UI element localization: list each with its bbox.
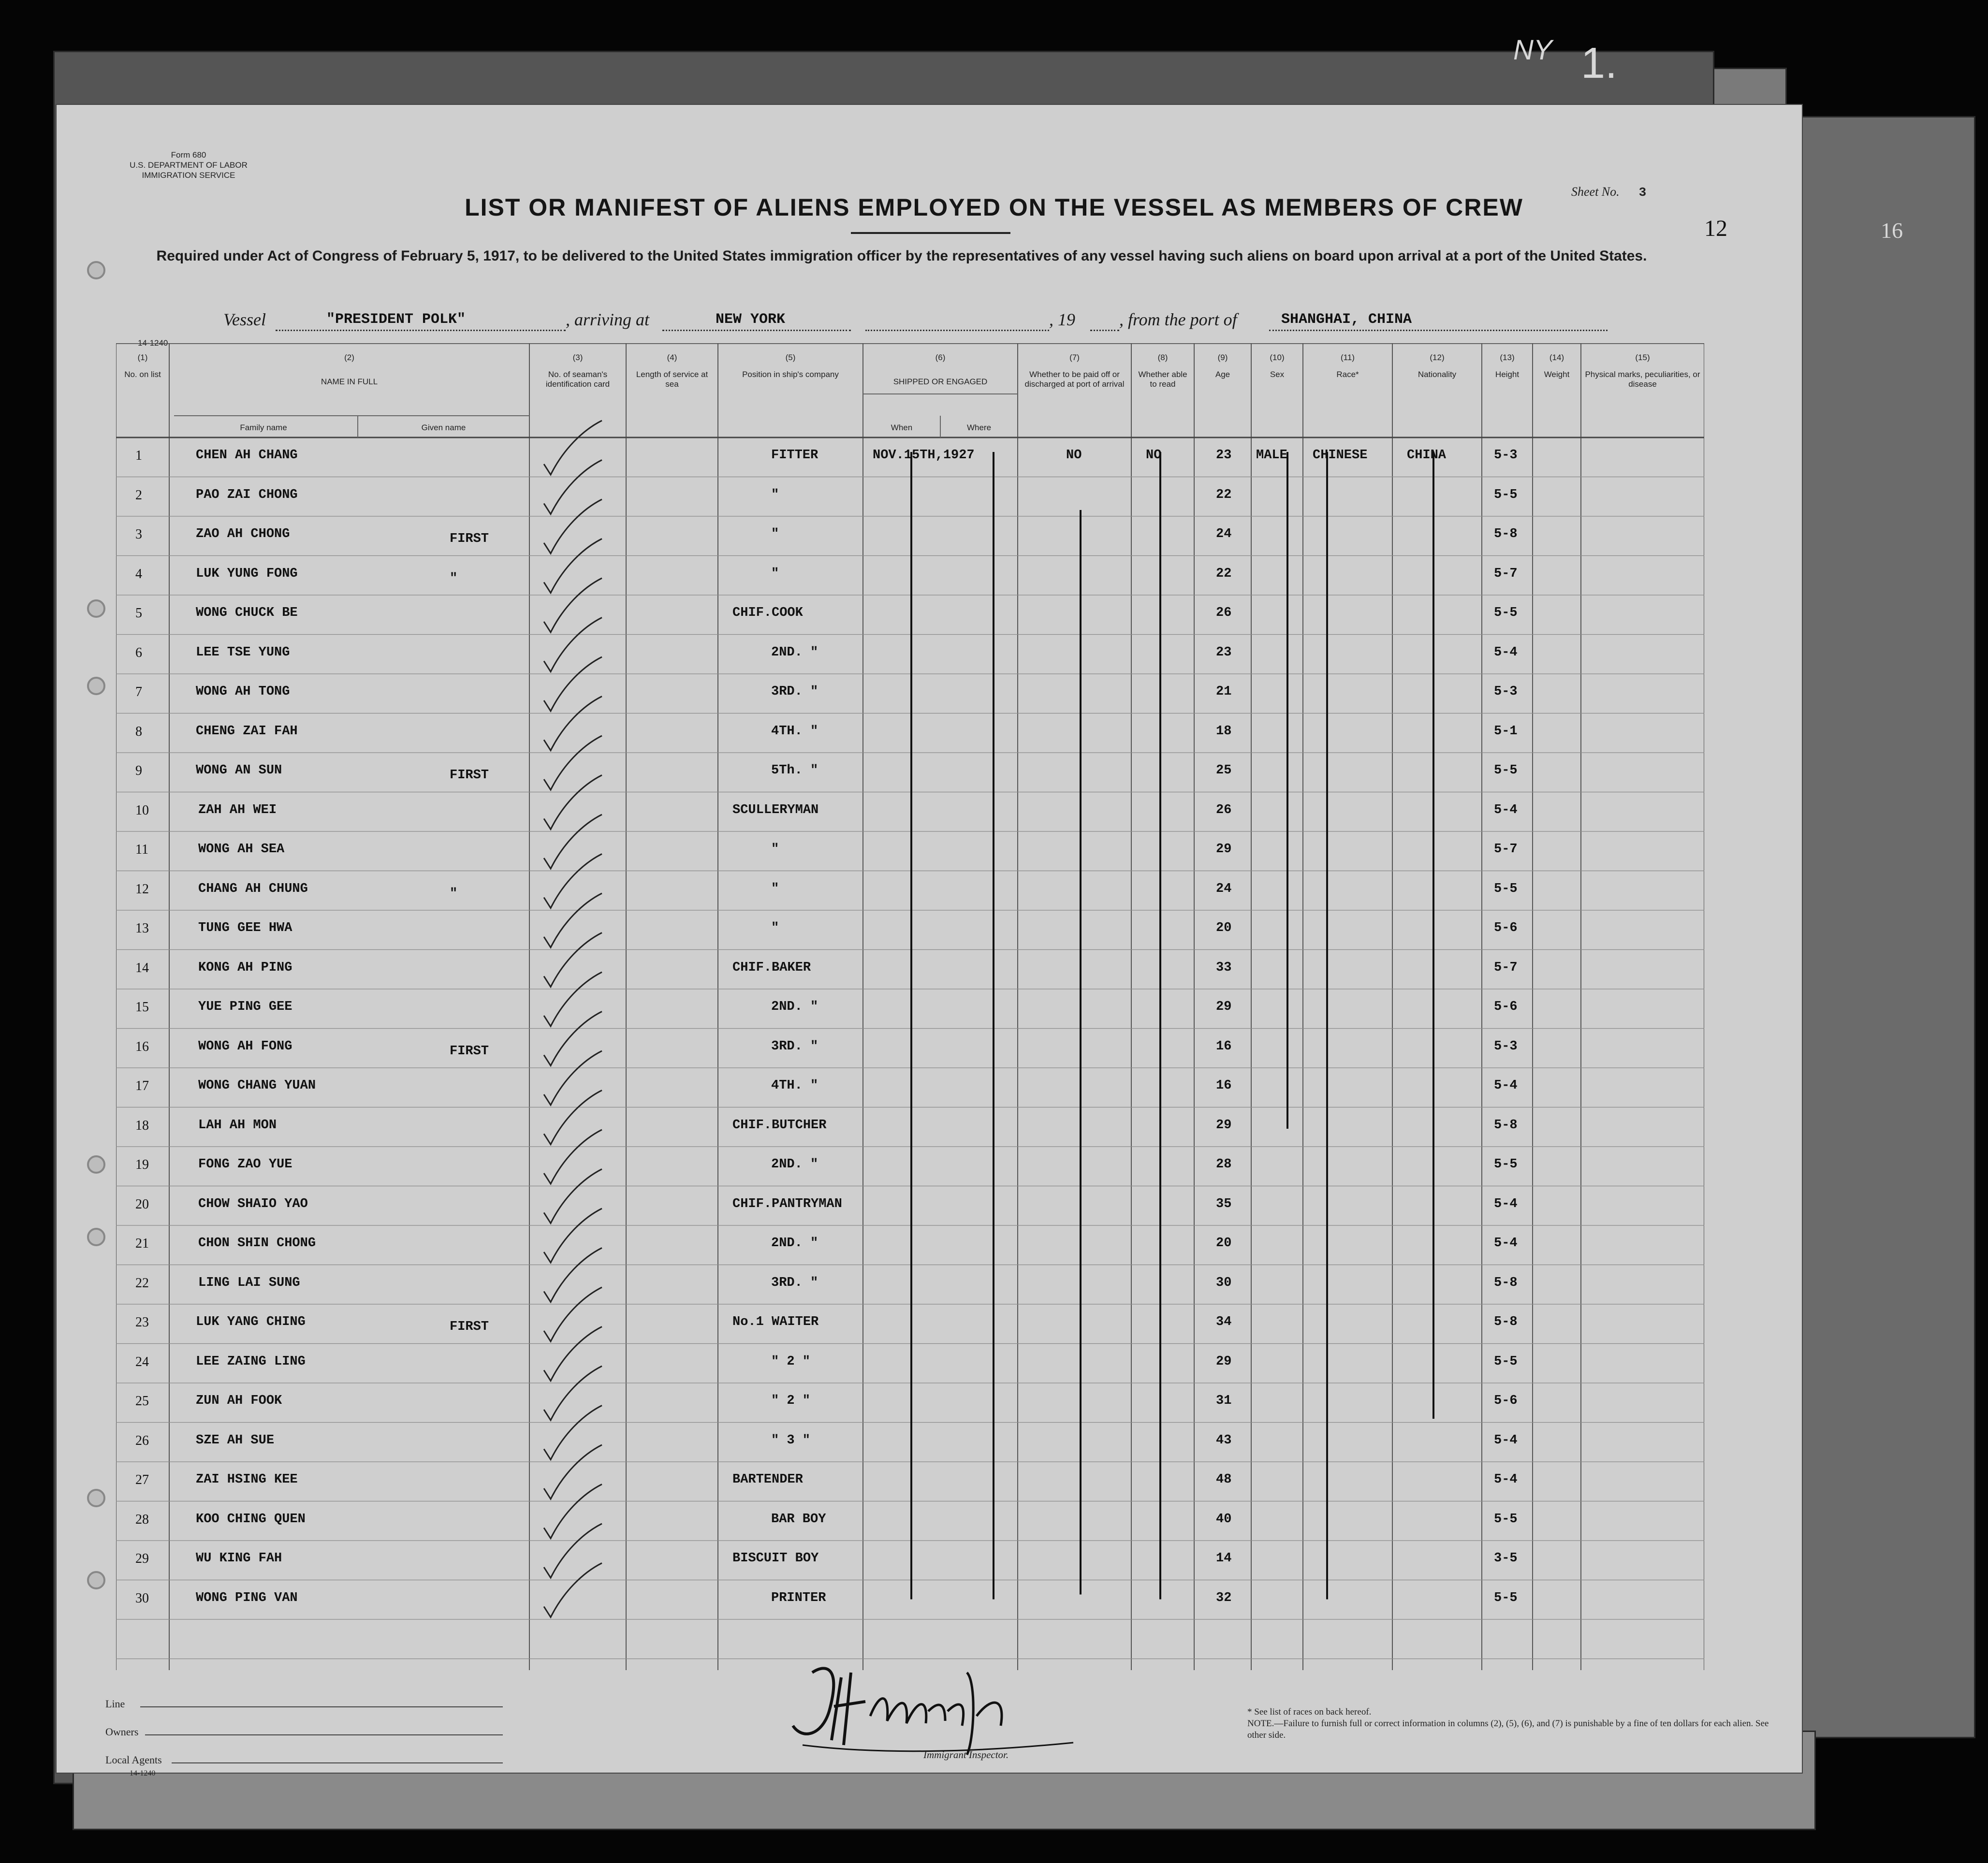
height: 5-4 — [1494, 1472, 1518, 1487]
age: 16 — [1216, 1039, 1232, 1054]
given-name: " — [450, 886, 458, 901]
check-mark — [544, 578, 602, 632]
check-mark — [544, 460, 602, 514]
row-number: 21 — [135, 1236, 149, 1251]
row-number: 1 — [135, 448, 142, 463]
height: 5-5 — [1494, 881, 1518, 896]
family-name: WONG PING VAN — [196, 1590, 298, 1605]
age: 30 — [1216, 1275, 1232, 1290]
position: CHIF.COOK — [732, 606, 803, 620]
position: 2ND. " — [771, 1157, 819, 1172]
arriving-label: , arriving at — [566, 310, 650, 329]
height: 5-6 — [1494, 921, 1518, 935]
height: 5-5 — [1494, 487, 1518, 502]
check-mark — [544, 657, 602, 711]
height: 5-5 — [1494, 1157, 1518, 1172]
binder-hole — [87, 1489, 105, 1507]
row-number: 5 — [135, 606, 142, 621]
position: 2ND. " — [771, 645, 819, 660]
age: 16 — [1216, 1078, 1232, 1093]
agents-label: Local Agents — [105, 1754, 162, 1766]
age: 29 — [1216, 842, 1232, 857]
inspector-signature — [783, 1644, 1112, 1764]
family-name: LEE ZAING LING — [196, 1354, 306, 1369]
family-name: LEE TSE YUNG — [196, 645, 290, 660]
height: 5-3 — [1494, 1039, 1518, 1054]
height: 5-4 — [1494, 802, 1518, 817]
column-header: NAME IN FULL — [321, 377, 378, 386]
age: 34 — [1216, 1315, 1232, 1329]
family-name: LUK YANG CHING — [196, 1315, 306, 1329]
family-name: LING LAI SUNG — [198, 1275, 300, 1290]
position: FITTER — [771, 448, 819, 463]
position: " 3 " — [771, 1433, 811, 1448]
height: 5-8 — [1494, 1315, 1518, 1329]
row-number: 13 — [135, 921, 149, 936]
row-number: 16 — [135, 1039, 149, 1054]
footnote — [1247, 1706, 1779, 1741]
age: 24 — [1216, 881, 1232, 896]
from-port: SHANGHAI, CHINA — [1281, 311, 1412, 328]
height: 5-4 — [1494, 645, 1518, 660]
position: 5Th. " — [771, 763, 819, 778]
age: 43 — [1216, 1433, 1232, 1448]
shipped-when: NOV.15TH,1927 — [873, 448, 975, 463]
check-mark — [544, 421, 602, 475]
check-mark — [544, 1169, 602, 1223]
family-name: SZE AH SUE — [196, 1433, 275, 1448]
check-mark — [544, 1287, 602, 1341]
age: 22 — [1216, 566, 1232, 581]
height: 5-8 — [1494, 527, 1518, 541]
age: 20 — [1216, 921, 1232, 935]
position: " — [771, 487, 779, 502]
check-mark — [544, 1445, 602, 1499]
position: CHIF.BUTCHER — [732, 1118, 827, 1133]
binder-hole — [87, 1228, 105, 1246]
manifest-table — [116, 343, 1704, 1670]
column-subheader: Given name — [421, 423, 466, 432]
height: 5-5 — [1494, 1590, 1518, 1605]
table-rules — [116, 343, 1704, 1670]
age: 29 — [1216, 1118, 1232, 1133]
ditto-line — [911, 452, 912, 1600]
family-name: CHOW SHAIO YAO — [198, 1196, 308, 1211]
check-mark — [544, 972, 602, 1026]
ditto-line — [993, 452, 994, 1600]
check-mark — [544, 697, 602, 751]
family-name: ZAH AH WEI — [198, 802, 277, 817]
ditto-line — [1080, 510, 1081, 1595]
age: 23 — [1216, 645, 1232, 660]
row-number: 24 — [135, 1354, 149, 1369]
check-mark — [544, 1208, 602, 1263]
family-name: WONG CHANG YUAN — [198, 1078, 316, 1093]
height: 5-8 — [1494, 1275, 1518, 1290]
position: 3RD. " — [771, 1039, 819, 1054]
check-mark — [544, 1130, 602, 1184]
age: 48 — [1216, 1472, 1232, 1487]
nationality: CHINA — [1407, 448, 1447, 463]
height: 5-5 — [1494, 763, 1518, 778]
column-header: No. of seaman's identification card — [545, 370, 610, 389]
position: 3RD. " — [771, 684, 819, 699]
binder-hole — [87, 1571, 105, 1589]
ditto-line — [1160, 452, 1161, 1600]
binder-hole — [87, 599, 105, 618]
column-number: (14) — [1549, 353, 1564, 362]
column-number: (5) — [785, 353, 796, 362]
family-name: ZAO AH CHONG — [196, 527, 290, 541]
check-mark — [544, 1563, 602, 1617]
row-number: 15 — [135, 1000, 149, 1015]
row-number: 18 — [135, 1118, 149, 1133]
given-name: FIRST — [450, 1044, 489, 1059]
agents-code: 14-1240 — [130, 1769, 156, 1777]
check-mark — [544, 618, 602, 672]
row-number: 22 — [135, 1275, 149, 1291]
column-subheader: Where — [966, 423, 992, 432]
family-name: CHON SHIN CHONG — [198, 1236, 316, 1251]
age: 26 — [1216, 802, 1232, 817]
row-number: 4 — [135, 566, 142, 582]
position: " 2 " — [771, 1354, 811, 1369]
check-mark — [544, 815, 602, 869]
family-name: KOO CHING QUEN — [196, 1512, 306, 1527]
sex: MALE — [1256, 448, 1287, 463]
column-number: (6) — [935, 353, 946, 362]
height: 5-7 — [1494, 842, 1518, 857]
column-number: (11) — [1341, 353, 1355, 362]
height: 5-4 — [1494, 1196, 1518, 1211]
position: CHIF.PANTRYMAN — [732, 1196, 842, 1211]
column-number: (3) — [572, 353, 583, 362]
given-name: FIRST — [450, 532, 489, 546]
column-subheader: When — [891, 423, 913, 432]
column-number: (12) — [1430, 353, 1445, 362]
family-name: WONG AN SUN — [196, 763, 282, 778]
column-header: Nationality — [1418, 370, 1457, 379]
height: 5-5 — [1494, 1354, 1518, 1369]
given-name: FIRST — [450, 768, 489, 783]
row-number: 29 — [135, 1551, 149, 1566]
given-name: " — [450, 571, 458, 586]
height: 5-8 — [1494, 1118, 1518, 1133]
height: 5-1 — [1494, 724, 1518, 739]
check-mark — [544, 775, 602, 830]
check-mark — [544, 1524, 602, 1578]
row-number: 26 — [135, 1433, 149, 1448]
age: 29 — [1216, 1000, 1232, 1014]
position: CHIF.BAKER — [732, 960, 811, 975]
inspector-label: Immigrant Inspector. — [923, 1749, 1009, 1761]
age: 18 — [1216, 724, 1232, 739]
check-mark — [544, 1091, 602, 1145]
height: 5-4 — [1494, 1433, 1518, 1448]
column-header: Physical marks, peculiarities, or disease — [1585, 370, 1700, 389]
row-number: 8 — [135, 724, 142, 739]
position: " — [771, 921, 779, 935]
family-name: WONG AH FONG — [198, 1039, 292, 1054]
column-header: Race* — [1336, 370, 1359, 379]
family-name: KONG AH PING — [198, 960, 292, 975]
row-number: 2 — [135, 487, 142, 503]
column-number: (10) — [1270, 353, 1285, 362]
row-number: 20 — [135, 1196, 149, 1212]
height: 5-4 — [1494, 1236, 1518, 1251]
check-mark — [544, 893, 602, 947]
column-header: Weight — [1544, 370, 1570, 379]
department-name: U.S. DEPARTMENT OF LABOR — [130, 160, 248, 170]
row-number: 3 — [135, 527, 142, 542]
service-name: IMMIGRATION SERVICE — [142, 171, 235, 180]
owners-field — [145, 1734, 503, 1735]
age: 23 — [1216, 448, 1232, 463]
age: 32 — [1216, 1590, 1232, 1605]
check-mark — [544, 1485, 602, 1539]
column-number: (7) — [1069, 353, 1080, 362]
age: 29 — [1216, 1354, 1232, 1369]
column-number: (9) — [1217, 353, 1228, 362]
position: " — [771, 566, 779, 581]
age: 22 — [1216, 487, 1232, 502]
check-mark — [544, 1248, 602, 1302]
binder-hole — [87, 261, 105, 279]
family-name: WONG AH TONG — [196, 684, 290, 699]
form-identifier — [97, 150, 280, 180]
races-note: * See list of races on back hereof. — [1247, 1707, 1372, 1717]
age: 31 — [1216, 1394, 1232, 1408]
from-port-blank — [1269, 330, 1608, 331]
row-number: 30 — [135, 1590, 149, 1606]
vessel-name: "PRESIDENT POLK" — [326, 311, 466, 328]
row-number: 27 — [135, 1472, 149, 1487]
family-name: TUNG GEE HWA — [198, 921, 292, 935]
height: 5-4 — [1494, 1078, 1518, 1093]
owners-label: Owners — [105, 1726, 139, 1738]
check-mark — [544, 1406, 602, 1460]
binder-hole — [87, 677, 105, 695]
height: 5-3 — [1494, 684, 1518, 699]
sheet-value: 3 — [1638, 185, 1647, 200]
check-mark — [544, 1012, 602, 1066]
binder-hole — [87, 1155, 105, 1174]
column-header: Whether to be paid off or discharged at port of arrival — [1024, 370, 1125, 389]
position: 4TH. " — [771, 724, 819, 739]
column-header: No. on list — [124, 370, 161, 379]
column-header: Sex — [1270, 370, 1285, 379]
arriving-port: NEW YORK — [716, 311, 786, 328]
top-number: 1. — [1581, 39, 1618, 87]
page-subtitle: Required under Act of Congress of February 5, 1917, to be delivered to the United States immigration officer by the representatives of any vessel having such aliens on board upon arrival at a port of the United States. — [156, 248, 1647, 264]
column-number: (2) — [344, 353, 354, 362]
row-number: 23 — [135, 1315, 149, 1330]
row-number: 14 — [135, 960, 149, 975]
ditto-line — [1433, 452, 1434, 1419]
given-name: FIRST — [450, 1320, 489, 1334]
check-mark — [544, 1366, 602, 1420]
family-name: FONG ZAO YUE — [198, 1157, 292, 1172]
position: 3RD. " — [771, 1275, 819, 1290]
column-number: (8) — [1157, 353, 1168, 362]
height: 5-6 — [1494, 1000, 1518, 1014]
family-name: YUE PING GEE — [198, 1000, 292, 1014]
position: SCULLERYMAN — [732, 802, 819, 817]
top-handwriting: NY — [1513, 34, 1552, 66]
height: 5-6 — [1494, 1394, 1518, 1408]
form-code: 14-1240 — [138, 338, 168, 348]
column-number: (13) — [1500, 353, 1515, 362]
page-number-right: 16 — [1881, 218, 1903, 243]
family-name: WU KING FAH — [196, 1551, 282, 1566]
from-port-label: , from the port of — [1119, 310, 1237, 329]
column-subheader: Family name — [240, 423, 287, 432]
height: 3-5 — [1494, 1551, 1518, 1566]
row-number: 11 — [135, 842, 148, 857]
family-name: ZUN AH FOOK — [196, 1394, 282, 1408]
family-name: LAH AH MON — [198, 1118, 277, 1133]
family-name: LUK YUNG FONG — [196, 566, 298, 581]
column-header: Age — [1215, 370, 1230, 379]
row-number: 10 — [135, 802, 149, 818]
position: BISCUIT BOY — [732, 1551, 819, 1566]
family-name: WONG AH SEA — [198, 842, 285, 857]
age: 26 — [1216, 606, 1232, 620]
date-blank — [865, 330, 1049, 331]
height: 5-7 — [1494, 960, 1518, 975]
row-number: 17 — [135, 1078, 149, 1093]
position: BARTENDER — [732, 1472, 803, 1487]
family-name: WONG CHUCK BE — [196, 606, 298, 620]
check-mark — [544, 736, 602, 790]
age: 33 — [1216, 960, 1232, 975]
position: " — [771, 842, 779, 857]
race: CHINESE — [1313, 448, 1368, 463]
row-number: 7 — [135, 684, 142, 699]
age: 24 — [1216, 527, 1232, 541]
row-number: 19 — [135, 1157, 149, 1172]
height: 5-5 — [1494, 1512, 1518, 1527]
column-number: (1) — [137, 353, 148, 362]
age: 21 — [1216, 684, 1232, 699]
page-title: LIST OR MANIFEST OF ALIENS EMPLOYED ON THE VESSEL AS MEMBERS OF CREW — [465, 194, 1523, 221]
vessel-blank — [276, 330, 566, 331]
line-field — [140, 1706, 503, 1707]
fine-note: NOTE.—Failure to furnish full or correct information in columns (2), (5), (6), and (7) is punishable by a fine of ten dollars for each alien. See other side. — [1247, 1718, 1769, 1740]
height: 5-5 — [1494, 606, 1518, 620]
age: 28 — [1216, 1157, 1232, 1172]
check-mark — [544, 854, 602, 908]
position: 2ND. " — [771, 1236, 819, 1251]
age: 20 — [1216, 1236, 1232, 1251]
position: No.1 WAITER — [732, 1315, 819, 1329]
age: 35 — [1216, 1196, 1232, 1211]
year-label: , 19 — [1049, 310, 1075, 329]
vessel-label: Vessel — [223, 310, 266, 329]
column-header: Whether able to read — [1138, 370, 1187, 389]
age: 25 — [1216, 763, 1232, 778]
check-mark — [544, 1327, 602, 1381]
age: 14 — [1216, 1551, 1232, 1566]
column-header: Length of service at sea — [636, 370, 708, 389]
position: " 2 " — [771, 1394, 811, 1408]
check-mark — [544, 539, 602, 593]
able-to-read: NO — [1146, 448, 1162, 463]
family-name: PAO ZAI CHONG — [196, 487, 298, 502]
form-number: Form 680 — [171, 150, 206, 160]
column-header: Position in ship's company — [742, 370, 839, 379]
family-name: ZAI HSING KEE — [196, 1472, 298, 1487]
row-number: 12 — [135, 881, 149, 897]
row-number: 9 — [135, 763, 142, 778]
family-name: CHEN AH CHANG — [196, 448, 298, 463]
arriving-blank — [662, 330, 851, 331]
family-name: CHANG AH CHUNG — [198, 881, 308, 896]
sheet-label: Sheet No. — [1571, 185, 1620, 199]
column-header: Height — [1495, 370, 1520, 379]
year-blank — [1090, 330, 1119, 331]
age: 40 — [1216, 1512, 1232, 1527]
height: 5-7 — [1494, 566, 1518, 581]
check-mark — [544, 1051, 602, 1105]
column-number: (15) — [1635, 353, 1650, 362]
column-header: SHIPPED OR ENGAGED — [893, 377, 988, 386]
position: 4TH. " — [771, 1078, 819, 1093]
ditto-line — [1287, 452, 1288, 1129]
paid-off: NO — [1066, 448, 1082, 463]
ditto-line — [1327, 452, 1328, 1600]
position: BAR BOY — [771, 1512, 826, 1527]
height: 5-3 — [1494, 448, 1518, 463]
position: 2ND. " — [771, 1000, 819, 1014]
column-number: (4) — [667, 353, 677, 362]
position: PRINTER — [771, 1590, 826, 1605]
row-number: 6 — [135, 645, 142, 660]
position: " — [771, 527, 779, 541]
position: " — [771, 881, 779, 896]
check-mark — [544, 933, 602, 987]
line-label: Line — [105, 1698, 125, 1710]
check-mark — [544, 499, 602, 553]
agents-field — [172, 1762, 503, 1763]
title-rule — [851, 232, 1010, 234]
family-name: CHENG ZAI FAH — [196, 724, 298, 739]
row-number: 28 — [135, 1512, 149, 1527]
row-number: 25 — [135, 1394, 149, 1409]
page-number-left: 12 — [1704, 216, 1727, 241]
